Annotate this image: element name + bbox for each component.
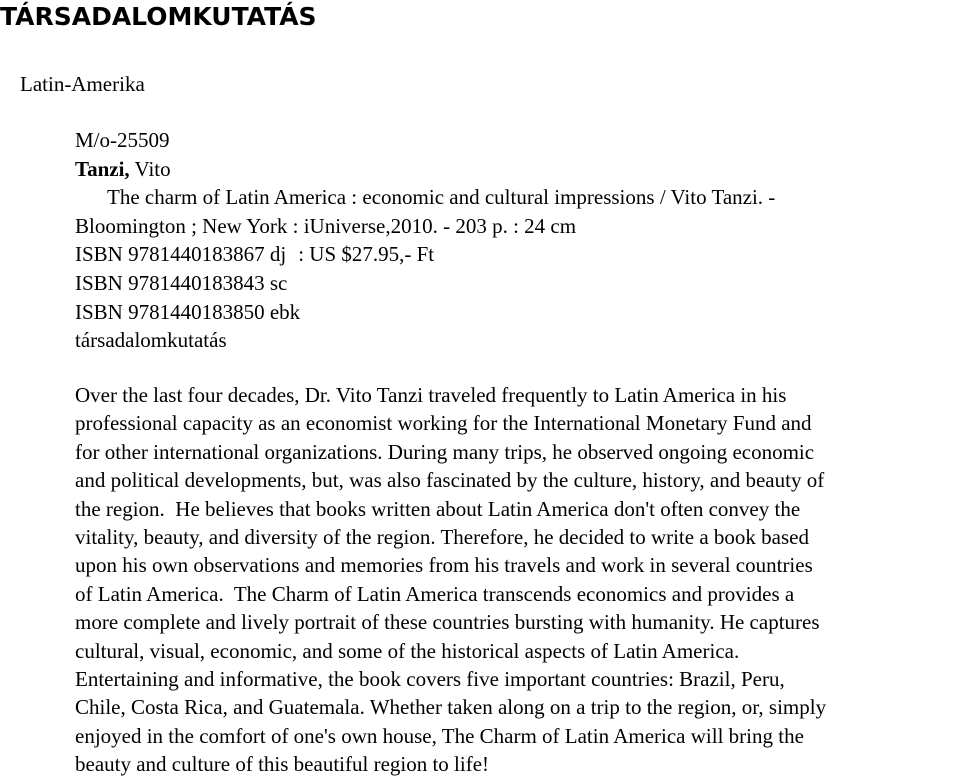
call-number: M/o-25509: [75, 128, 170, 152]
isbn-1: ISBN 9781440183867 dj: [75, 242, 287, 267]
abstract-line: of Latin America. The Charm of Latin America transcends economics and provides a: [75, 581, 795, 606]
author-first-name: Vito: [129, 156, 171, 181]
author-line: [75, 155, 945, 184]
isbn-1-price: : US $27.95,- Ft: [298, 242, 435, 267]
title-line-2: Bloomington ; New York : iUniverse,2010. - 203 p. : 24 cm: [75, 213, 577, 238]
catalog-record: [75, 126, 945, 355]
abstract-line: Chile, Costa Rica, and Guatemala. Whether taken along on a trip to the region, or, simply: [75, 695, 827, 720]
abstract-line: Over the last four decades, Dr. Vito Tanzi traveled frequently to Latin America in his: [75, 383, 787, 407]
abstract-line: and political developments, but, was also fascinated by the culture, history, and beauty of: [75, 468, 825, 493]
author-last-name: Tanzi,: [75, 156, 130, 181]
title-line-1: The charm of Latin America : economic and cultural impressions / Vito Tanzi. -: [107, 185, 776, 210]
isbn-line-2: ISBN 9781440183843 sc: [75, 270, 288, 295]
abstract-line: enjoyed in the comfort of one's own house, The Charm of Latin America will bring the: [75, 723, 804, 748]
abstract: [75, 381, 947, 779]
abstract-line: vitality, beauty, and diversity of the region. Therefore, he decided to write a book based: [75, 525, 809, 550]
section-heading: TÁRSADALOMKUTATÁS: [0, 2, 317, 31]
subject-term: társadalomkutatás: [75, 328, 227, 353]
abstract-line: upon his own observations and memories from his travels and work in several countries: [75, 553, 813, 578]
isbn-line-3: ISBN 9781440183850 ebk: [75, 299, 301, 324]
abstract-line: the region. He believes that books written about Latin America don't often convey the: [75, 496, 801, 521]
abstract-line: cultural, visual, economic, and some of the historical aspects of Latin America.: [75, 638, 740, 663]
abstract-line: for other international organizations. During many trips, he observed ongoing economic: [75, 439, 815, 464]
subsection-title: Latin-Amerika: [20, 72, 145, 96]
abstract-line: beauty and culture of this beautiful region to life!: [75, 752, 490, 777]
abstract-line: more complete and lively portrait of these countries bursting with humanity. He captures: [75, 610, 820, 635]
abstract-line: Entertaining and informative, the book covers five important countries: Brazil, Peru,: [75, 667, 785, 692]
isbn-line-1: [75, 240, 945, 269]
abstract-line: professional capacity as an economist working for the International Monetary Fund and: [75, 411, 812, 436]
